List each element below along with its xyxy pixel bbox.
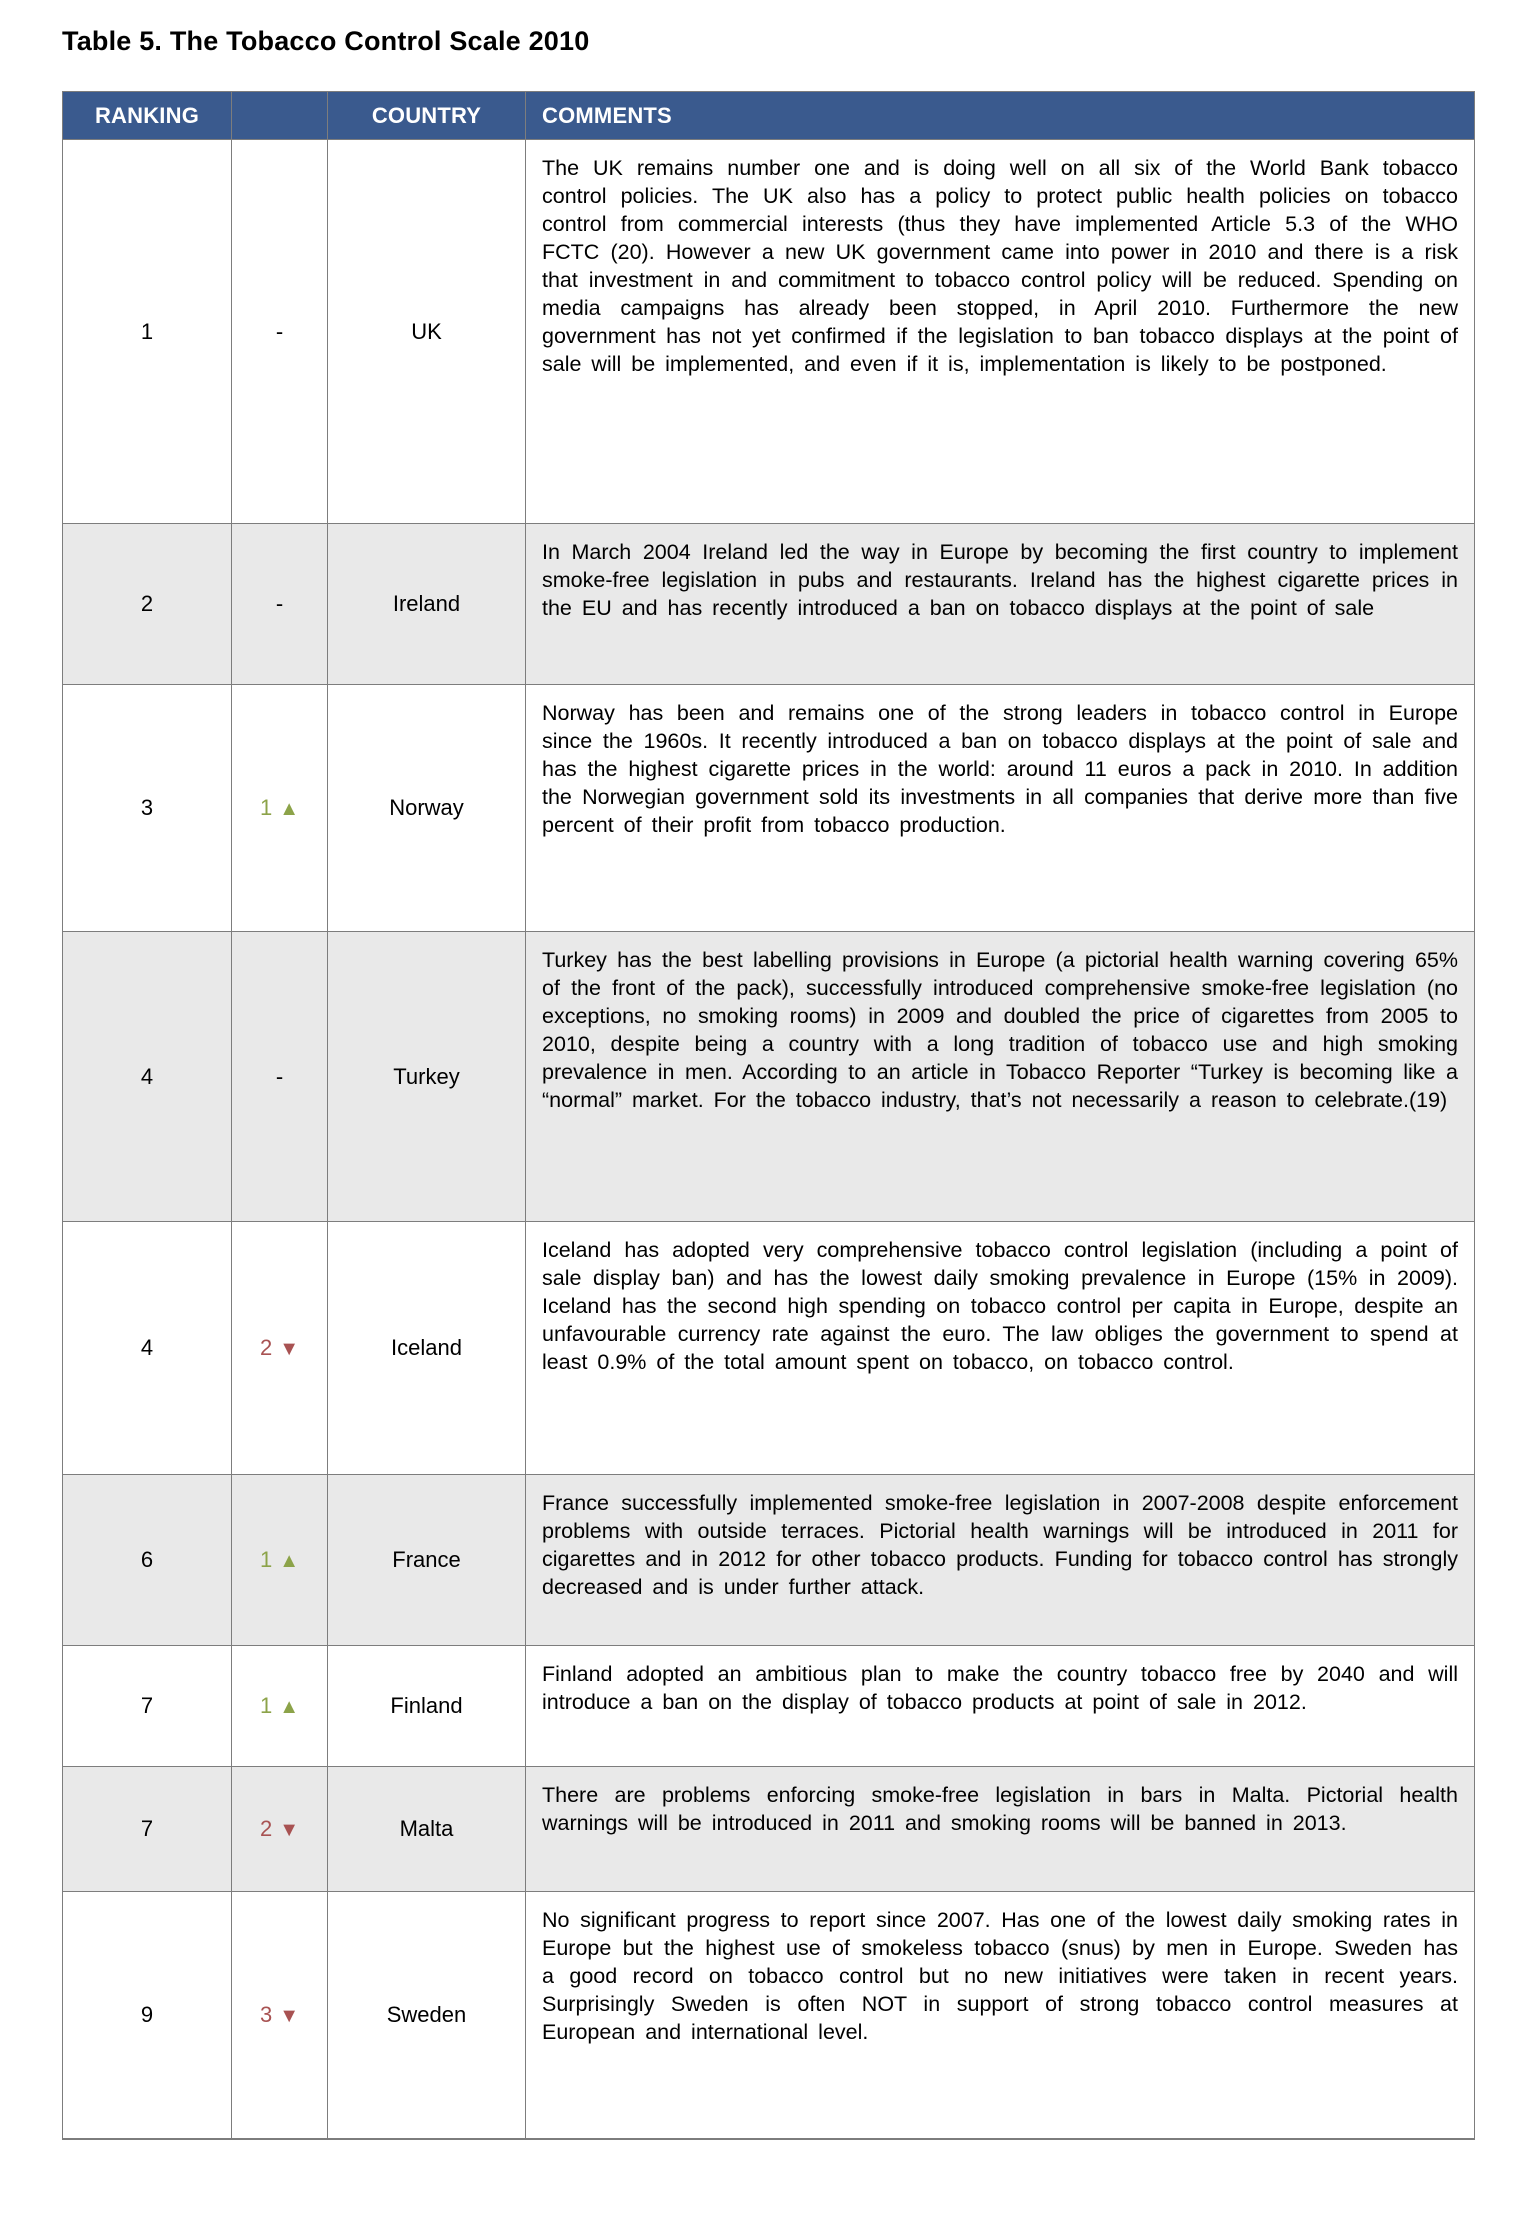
country-name: Sweden (386, 2001, 467, 2027)
ranking-cell (63, 1767, 232, 1892)
country-name: Norway (389, 795, 464, 820)
rank-change-cell (232, 1222, 328, 1475)
column-header-country: COUNTRY (328, 92, 526, 140)
country-cell (328, 685, 526, 932)
comment-cell (526, 1646, 1475, 1767)
rank-down-icon: ▼ (279, 2004, 300, 2027)
comment-text: In March 2004 Ireland led the way in Europe by becoming the first country to implement smoke-free legislation in pubs and restaurants. Ireland has the highest cigarette prices in the EU and has recently introduced a ban on tobacco displays at the point of sale (542, 540, 1458, 620)
comment-cell (526, 685, 1475, 932)
comment-cell (526, 932, 1475, 1222)
ranking-cell (63, 140, 232, 524)
country-name: UK (411, 318, 442, 344)
ranking-cell (63, 1475, 232, 1646)
country-name: Ireland (392, 591, 461, 616)
table-row (63, 140, 1475, 524)
rank-change-value: - (275, 591, 284, 616)
country-cell (328, 1767, 526, 1892)
rank-change-cell (232, 1475, 328, 1646)
tobacco-control-scale-table (62, 91, 1475, 2140)
rank-change-cell (232, 932, 328, 1222)
table-row (63, 932, 1475, 1222)
ranking-cell (63, 1646, 232, 1767)
country-cell (328, 140, 526, 524)
rank-change-value: 1 (259, 1547, 273, 1572)
table-row (63, 685, 1475, 932)
rank-change-cell (232, 1767, 328, 1892)
comment-cell (526, 1222, 1475, 1475)
country-name: Iceland (391, 1335, 462, 1360)
rank-up-icon: ▲ (279, 1550, 300, 1572)
country-name: Turkey (393, 1063, 460, 1089)
comment-cell (526, 1767, 1475, 1892)
country-cell (328, 1222, 526, 1475)
country-cell (328, 1646, 526, 1767)
ranking-value: 7 (140, 1816, 154, 1841)
ranking-value: 3 (140, 795, 154, 820)
comment-text: Norway has been and remains one of the strong leaders in tobacco control in Europe since the 1960s. It recently introduced a ban on tobacco displays at the point of sale and has the highest cigarette prices in the world: around 11 euros a pack in 2010. In addition the Norwegian government sold its investments in all companies that derive more than five percent of their profit from tobacco production. (542, 701, 1458, 837)
table-row (63, 1646, 1475, 1767)
ranking-value: 4 (140, 1335, 154, 1360)
table-row (63, 1767, 1475, 1892)
rank-change-cell (232, 524, 328, 685)
country-name: Malta (399, 1816, 454, 1841)
column-header-comments: COMMENTS (526, 92, 1475, 140)
rank-change-value: 2 (259, 1816, 273, 1841)
rank-change-value: 1 (259, 1693, 273, 1718)
rank-up-icon: ▲ (279, 1696, 300, 1718)
ranking-value: 1 (140, 318, 154, 344)
comment-text: The UK remains number one and is doing well on all six of the World Bank tobacco control policies. The UK also has a policy to protect public health policies on tobacco control from commercial interests (thus they have implemented Article 5.3 of the WHO FCTC (20). However a new UK government came into power in 2010 and there is a risk that investment in and commitment to tobacco control policy will be reduced. Spending on media campaigns has already been stopped, in April 2010. Furthermore the new government has not yet confirmed if the legislation to ban tobacco displays at the point of sale will be implemented, and even if it is, implementation is likely to be postponed. (542, 156, 1458, 376)
rank-change-value: 1 (259, 795, 273, 820)
rank-up-icon: ▲ (279, 798, 300, 820)
table-row (63, 1892, 1475, 2139)
country-name: France (392, 1547, 461, 1572)
column-header-ranking: RANKING (63, 92, 232, 140)
rank-change-value: - (275, 1063, 284, 1089)
comment-text: Turkey has the best labelling provisions in Europe (a pictorial health warning covering 65% of the front of the pack), successfully introduced comprehensive smoke-free legislation (no exceptions, no smoking rooms) in 2009 and doubled the price of cigarettes from 2005 to 2010, despite being a country with a long tradition of tobacco use and high smoking prevalence in men. According to an article in Tobacco Reporter “Turkey is becoming like a “normal” market. For the tobacco industry, that’s not necessarily a reason to celebrate.(19) (542, 948, 1458, 1112)
rank-change-value: 2 (259, 1335, 273, 1360)
comment-cell (526, 1892, 1475, 2139)
comment-cell (526, 140, 1475, 524)
ranking-value: 4 (140, 1063, 154, 1089)
ranking-cell (63, 1222, 232, 1475)
comment-text: There are problems enforcing smoke-free legislation in bars in Malta. Pictorial health warnings will be introduced in 2011 and smoking rooms will be banned in 2013. (542, 1783, 1458, 1835)
comment-text: Iceland has adopted very comprehensive tobacco control legislation (including a point of sale display ban) and has the lowest daily smoking prevalence in Europe (15% in 2009). Iceland has the second high spending on tobacco control per capita in Europe, despite an unfavourable currency rate against the euro. The law obliges the government to spend at least 0.9% of the total amount spent on tobacco, on tobacco control. (542, 1238, 1458, 1374)
comment-cell (526, 1475, 1475, 1646)
rank-change-cell (232, 1646, 328, 1767)
ranking-value: 9 (140, 2001, 154, 2027)
country-cell (328, 1892, 526, 2139)
comment-text: No significant progress to report since 2007. Has one of the lowest daily smoking rates in Europe but the highest use of smokeless tobacco (snus) by men in Europe. Sweden has a good record on tobacco control but no new initiatives were taken in recent years. Surprisingly Sweden is often NOT in support of strong tobacco control measures at European and international level. (542, 1908, 1458, 2044)
ranking-value: 6 (140, 1547, 154, 1572)
header-row (63, 92, 1475, 140)
rank-down-icon: ▼ (279, 1338, 300, 1360)
ranking-cell (63, 524, 232, 685)
rank-change-value: 3 (259, 2001, 273, 2027)
rank-change-value: - (275, 318, 284, 344)
page-title: Table 5. The Tobacco Control Scale 2010 (62, 26, 590, 56)
comment-text: Finland adopted an ambitious plan to make the country tobacco free by 2040 and will introduce a ban on the display of tobacco products at point of sale in 2012. (542, 1662, 1458, 1714)
ranking-value: 2 (140, 591, 154, 616)
table-row (63, 524, 1475, 685)
country-cell (328, 1475, 526, 1646)
ranking-value: 7 (140, 1693, 154, 1718)
country-name: Finland (390, 1693, 463, 1718)
table-row (63, 1222, 1475, 1475)
rank-down-icon: ▼ (279, 1819, 300, 1841)
country-cell (328, 932, 526, 1222)
column-header-change (232, 92, 328, 140)
rank-change-cell (232, 1892, 328, 2139)
country-cell (328, 524, 526, 685)
table-row (63, 1475, 1475, 1646)
ranking-cell (63, 1892, 232, 2139)
rank-change-cell (232, 685, 328, 932)
ranking-cell (63, 685, 232, 932)
ranking-cell (63, 932, 232, 1222)
comment-text: France successfully implemented smoke-free legislation in 2007-2008 despite enforcement problems with outside terraces. Pictorial health warnings will be introduced in 2011 for cigarettes and in 2012 for other tobacco products. Funding for tobacco control has strongly decreased and is under further attack. (542, 1491, 1458, 1599)
comment-cell (526, 524, 1475, 685)
rank-change-cell (232, 140, 328, 524)
